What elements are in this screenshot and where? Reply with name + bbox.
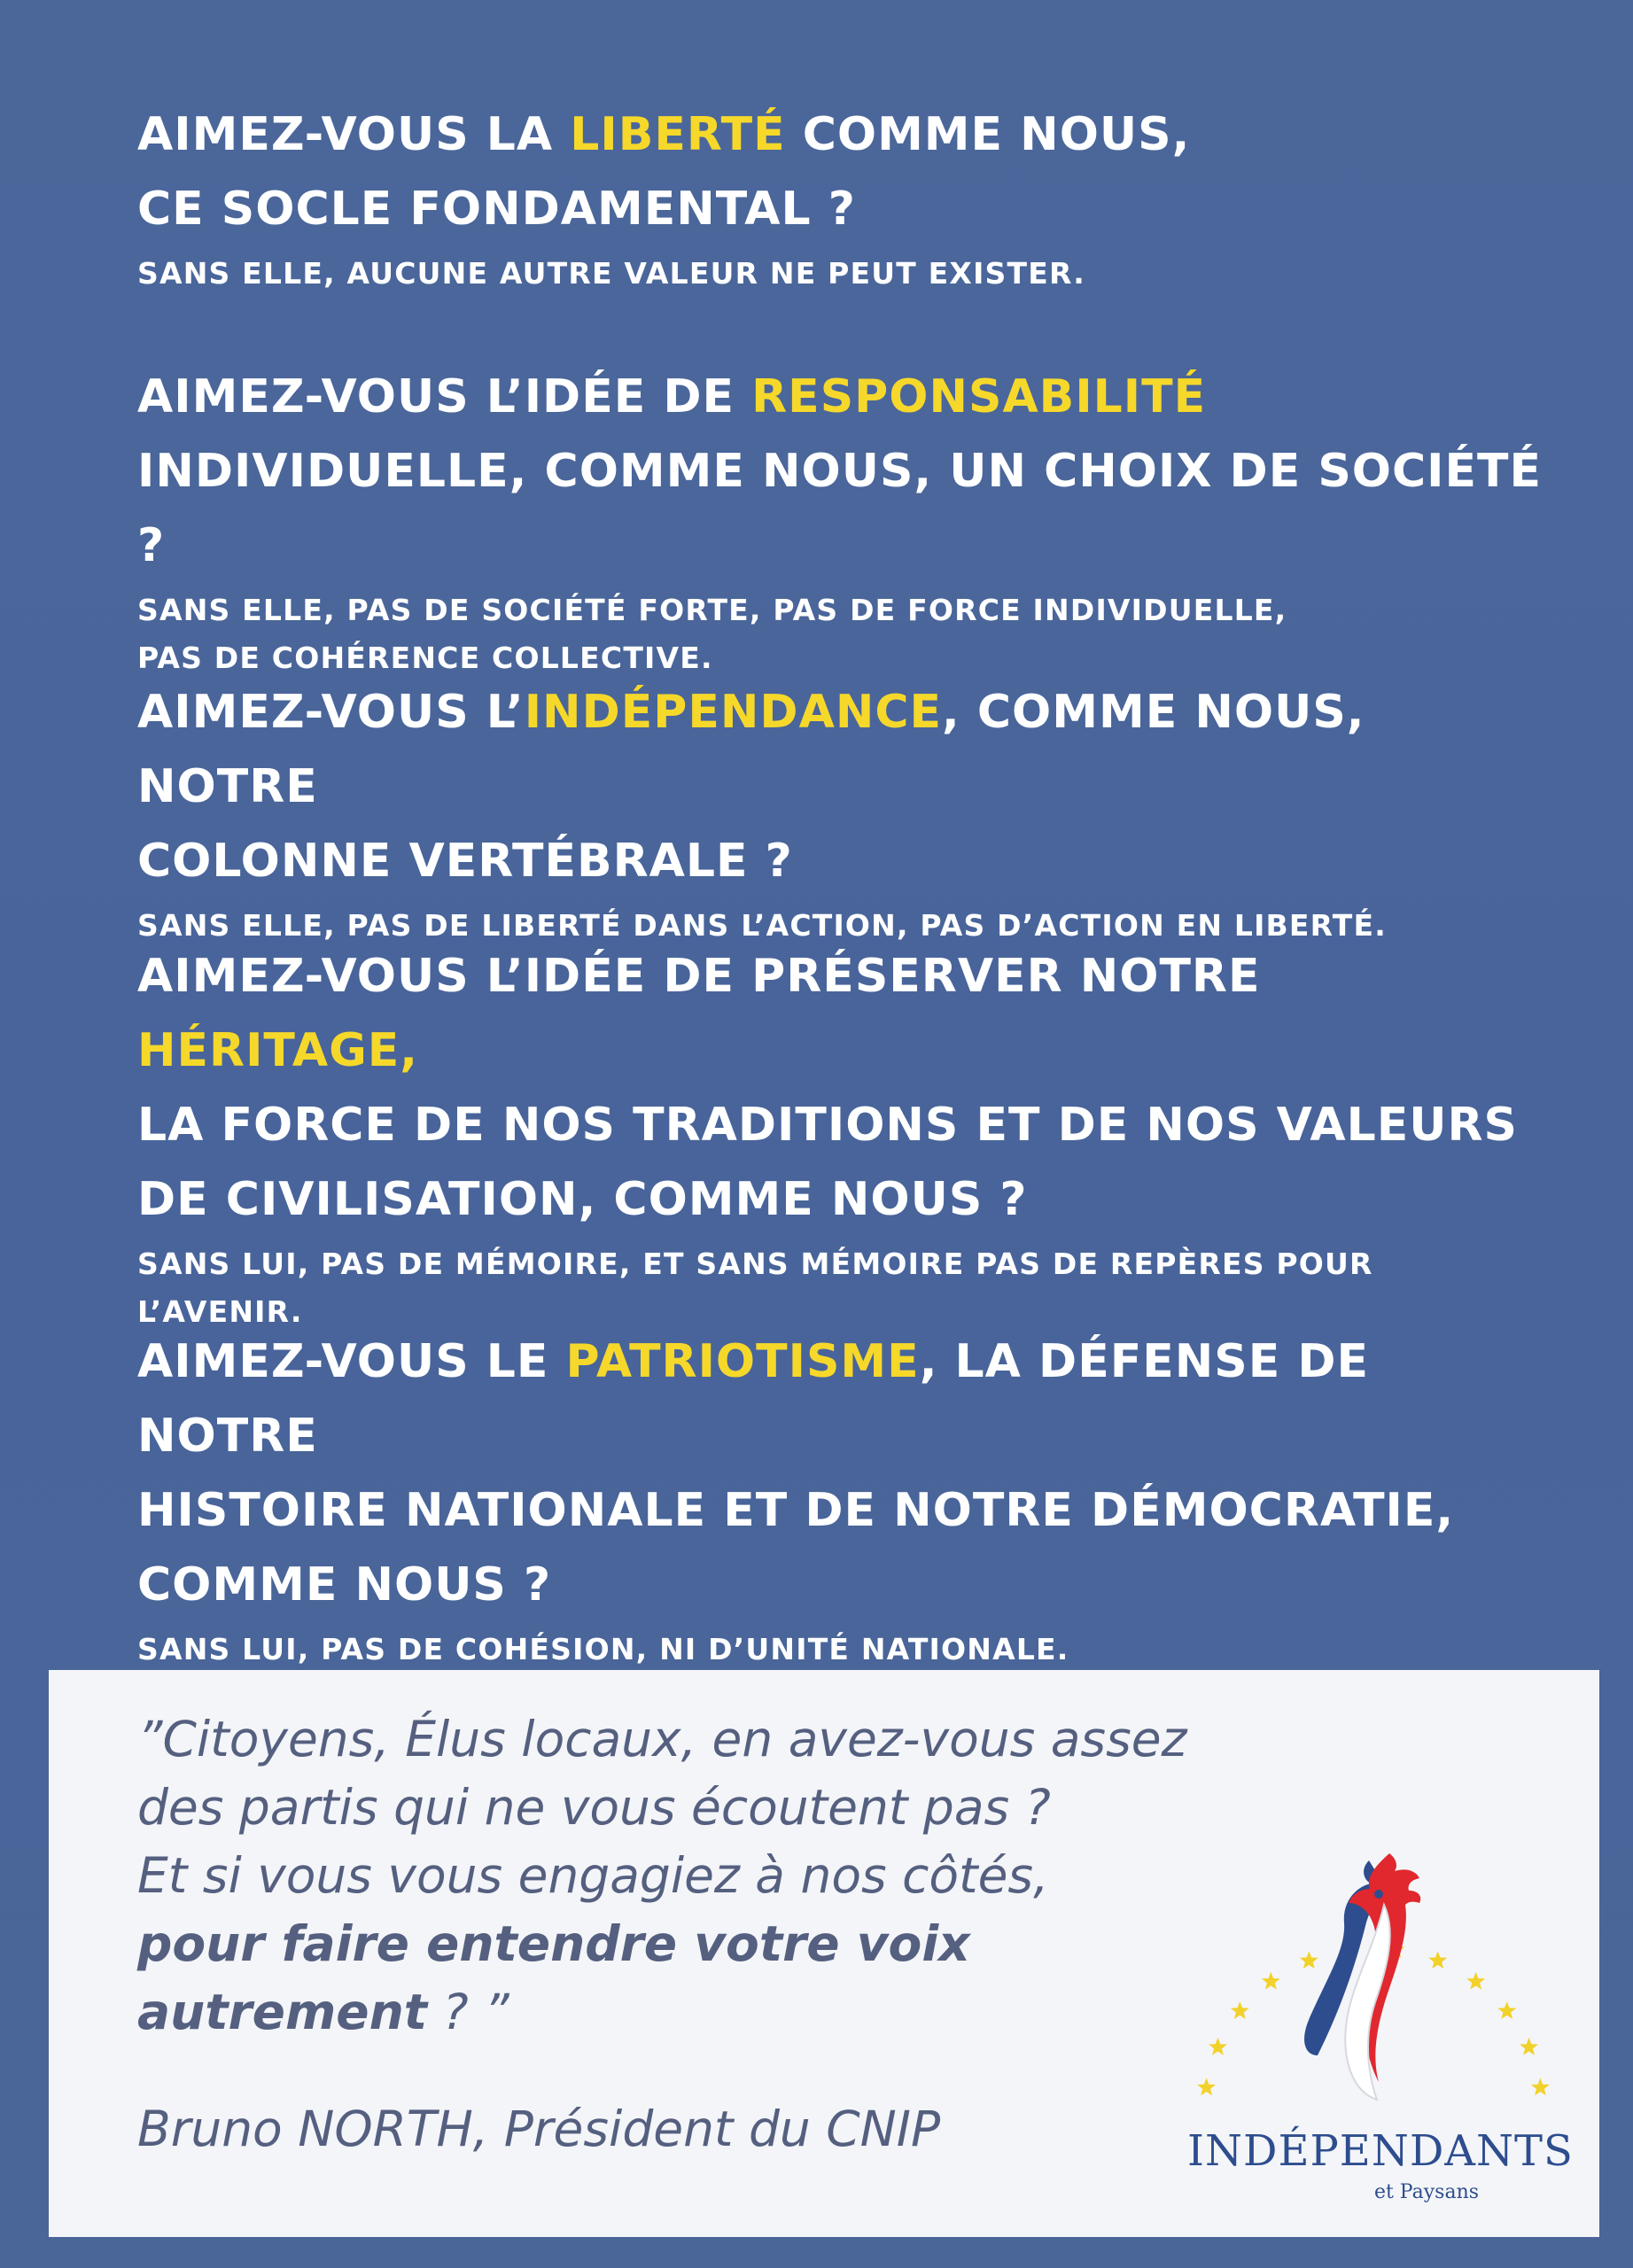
question-line: CE SOCLE FONDAMENTAL ?	[137, 183, 856, 236]
highlight-keyword: RESPONSABILITÉ	[751, 370, 1207, 423]
quote-author: Bruno NORTH, Président du CNIP	[137, 2101, 941, 2157]
star-icon	[1428, 1951, 1447, 1969]
answer-line: SANS ELLE, PAS DE SOCIÉTÉ FORTE, PAS DE FORCE INDIVIDUELLE,	[137, 593, 1287, 627]
question-line: COMME NOUS ?	[137, 1558, 552, 1612]
star-icon	[1497, 2001, 1516, 2019]
star-icon	[1209, 2038, 1227, 2055]
question-line: AIMEZ-VOUS L’INDÉPENDANCE, COMME NOUS, NOTRE	[137, 686, 1365, 813]
answer-line: L’AVENIR.	[137, 1294, 303, 1329]
question-line: LA FORCE DE NOS TRADITIONS ET DE NOS VALEURS	[137, 1099, 1518, 1152]
question-line: AIMEZ-VOUS L’IDÉE DE RESPONSABILITÉ	[137, 370, 1207, 423]
answer-line: SANS LUI, PAS DE MÉMOIRE, ET SANS MÉMOIRE PAS DE REPÈRES POUR	[137, 1247, 1373, 1281]
star-icon	[1531, 2078, 1550, 2095]
question-line: INDIVIDUELLE, COMME NOUS, UN CHOIX DE SOCIÉTÉ ?	[137, 445, 1543, 572]
quote-line-bold: pour faire entendre votre voix	[137, 1915, 970, 1972]
star-icon	[1197, 2078, 1216, 2095]
question-line: DE CIVILISATION, COMME NOUS ?	[137, 1173, 1028, 1226]
party-logo	[1187, 1843, 1574, 2215]
quote-line: ”Citoyens, Élus locaux, en avez-vous assez	[137, 1711, 1187, 1767]
highlight-keyword: HÉRITAGE,	[137, 1024, 419, 1077]
answer-line: SANS LUI, PAS DE COHÉSION, NI D’UNITÉ NATIONALE.	[137, 1632, 1069, 1666]
logo-subtitle: et Paysans	[1373, 2181, 1480, 2203]
value-block-independance	[137, 675, 1555, 953]
question-line: AIMEZ-VOUS LE PATRIOTISME, LA DÉFENSE DE NOTRE	[137, 1335, 1370, 1463]
star-icon	[1262, 1972, 1280, 1990]
highlight-keyword: LIBERTÉ	[570, 108, 786, 161]
quote-text	[137, 1705, 1245, 2047]
quote-line: des partis qui ne vous écoutent pas ?	[137, 1779, 1051, 1836]
quote-line: autrement ? ”	[137, 1984, 509, 2040]
answer-line: PAS DE COHÉRENCE COLLECTIVE.	[137, 641, 713, 675]
value-block-responsabilite	[137, 360, 1555, 686]
star-icon	[1231, 2001, 1249, 2019]
question-line: AIMEZ-VOUS LA LIBERTÉ COMME NOUS,	[137, 108, 1191, 161]
value-block-liberte	[137, 97, 1190, 301]
question-line: COLONNE VERTÉBRALE ?	[137, 835, 793, 888]
quote-card	[49, 1670, 1599, 2237]
star-icon	[1520, 2038, 1538, 2055]
logo-name: INDÉPENDANTS	[1187, 2126, 1574, 2176]
quote-line: Et si vous vous engagiez à nos côtés,	[137, 1847, 1049, 1904]
question-line: HISTOIRE NATIONALE ET DE NOTRE DÉMOCRATIE,	[137, 1484, 1455, 1537]
question-line: AIMEZ-VOUS L’IDÉE DE PRÉSERVER NOTRE HÉRITAGE,	[137, 950, 1261, 1077]
star-icon	[1466, 1972, 1485, 1990]
rooster-stars-icon	[1187, 1843, 1559, 2135]
answer-line: SANS ELLE, AUCUNE AUTRE VALEUR NE PEUT EXISTER.	[137, 256, 1085, 291]
star-icon	[1300, 1951, 1318, 1969]
value-block-heritage	[137, 939, 1555, 1340]
highlight-keyword: PATRIOTISME	[565, 1335, 920, 1388]
answer-line: SANS ELLE, PAS DE LIBERTÉ DANS L’ACTION, PAS D’ACTION EN LIBERTÉ.	[137, 908, 1387, 943]
value-block-patriotisme	[137, 1324, 1555, 1677]
highlight-keyword: INDÉPENDANCE	[524, 686, 943, 739]
